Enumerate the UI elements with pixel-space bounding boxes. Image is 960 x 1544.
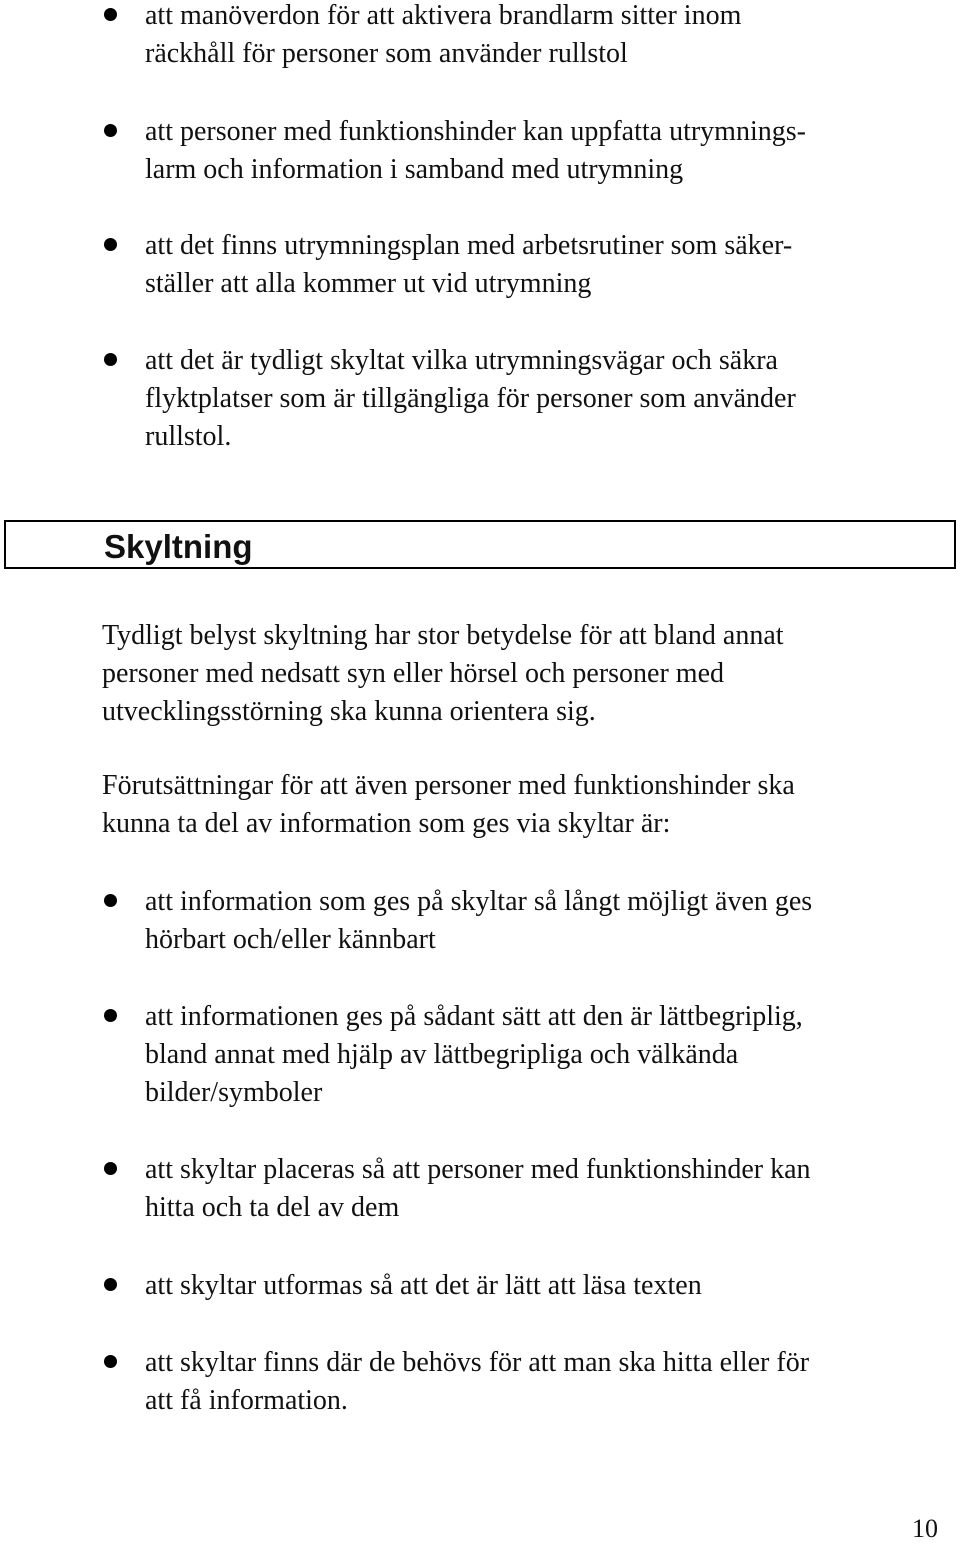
list-item-text: att skyltar utformas så att det är lätt att läsa texten [145, 1270, 702, 1301]
list-item-text: att det är tydligt skyltat vilka utrymningsvägar och säkra flyktplatser som är tillgängliga för personer som använder rullstol. [145, 345, 796, 452]
bullet-icon [104, 1278, 117, 1291]
bullet-icon [104, 124, 117, 137]
section-heading-box [4, 520, 956, 569]
list-item-text: att manöverdon för att aktivera brandlarm sitter inom räckhåll för personer som använder rullstol [145, 0, 742, 69]
list-item-text: att personer med funktionshinder kan uppfatta utrymnings- larm och information i samband med utrymning [145, 116, 806, 185]
bullet-icon [104, 1162, 117, 1175]
list-item-text: att skyltar placeras så att personer med funktionshinder kan hitta och ta del av dem [145, 1154, 811, 1223]
bullet-icon [104, 8, 117, 21]
intro-paragraph: Tydligt belyst skyltning har stor betydelse för att bland annat personer med nedsatt syn eller hörsel och personer med utvecklingsstörning ska kunna orientera sig. [102, 620, 784, 727]
bullet-icon [104, 1009, 117, 1022]
bullet-icon [104, 1355, 117, 1368]
bullet-icon [104, 353, 117, 366]
section-heading: Skyltning [104, 528, 253, 565]
list-item-text: att informationen ges på sådant sätt att den är lättbegriplig, bland annat med hjälp av lättbegripliga och välkända bilder/symboler [145, 1001, 803, 1108]
bullet-icon [104, 894, 117, 907]
list-item-text: att det finns utrymningsplan med arbetsrutiner som säker- ställer att alla kommer ut vid utrymning [145, 230, 793, 299]
list-item-text: att information som ges på skyltar så långt möjligt även ges hörbart och/eller kännbart [145, 886, 813, 955]
page-number: 10 [912, 1514, 938, 1543]
prerequisites-paragraph: Förutsättningar för att även personer med funktionshinder ska kunna ta del av information som ges via skyltar är: [102, 770, 795, 839]
list-item-text: att skyltar finns där de behövs för att man ska hitta eller för att få information. [145, 1347, 810, 1416]
bullet-icon [104, 238, 117, 251]
